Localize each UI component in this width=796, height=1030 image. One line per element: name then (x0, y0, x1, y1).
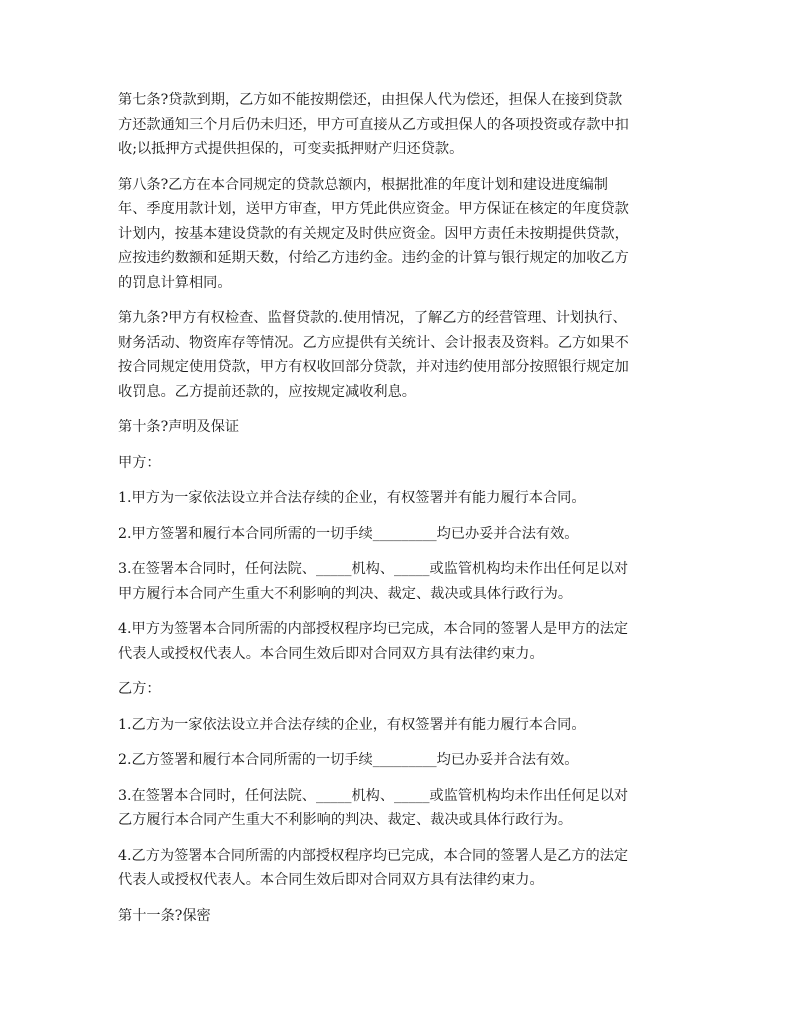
party-b-clause-4 (118, 844, 684, 893)
party-b-clause-3 (118, 784, 684, 833)
text-line: 4.甲方为签署本合同所需的内部授权程序均已完成，本合同的签署人是甲方的法定 (118, 621, 629, 637)
article-10-heading (118, 415, 684, 440)
text-line: 收罚息。乙方提前还款的，应按规定减收利息。 (118, 383, 416, 400)
text-line: 1.甲方为一家依法设立并合法存续的企业，有权签署并有能力履行本合同。 (118, 490, 586, 506)
text-line: 第十条?声明及保证 (118, 419, 240, 435)
text-line: 1.乙方为一家依法设立并合法存续的企业，有权签署并有能力履行本合同。 (118, 716, 586, 733)
text-line: 4.乙方为签署本合同所需的内部授权程序均已完成，本合同的签署人是乙方的法定 (118, 847, 629, 864)
text-line: 第七条?贷款到期，乙方如不能按期偿还，由担保人代为偿还，担保人在接到贷款 (118, 92, 623, 108)
text-line: 代表人或授权代表人。本合同生效后即对合同双方具有法律约束力。 (118, 872, 544, 888)
text-line: 第十一条?保密 (118, 907, 211, 924)
text-line: 代表人或授权代表人。本合同生效后即对合同双方具有法律约束力。 (118, 645, 544, 662)
text-line: 计划内，按基本建设贷款的有关规定及时供应资金。因甲方责任未按期提供贷款， (118, 225, 629, 242)
text-line: 2.甲方签署和履行本合同所需的一切手续_________均已办妥并合法有效。 (118, 525, 579, 542)
party-a-clause-3 (118, 557, 684, 606)
text-line: 第八条?乙方在本合同规定的贷款总额内，根据批准的年度计划和建设进度编制 (118, 176, 608, 193)
party-b-clause-1 (118, 713, 684, 738)
text-line: 甲方履行本合同产生重大不利影响的判决、裁定、裁决或具体行政行为。 (118, 585, 573, 602)
text-line: 方还款通知三个月后仍未归还，甲方可直接从乙方或担保人的各项投资或存款中扣 (118, 116, 629, 133)
party-a-clause-2 (118, 522, 684, 547)
party-a-clause-4 (118, 617, 684, 666)
text-line: 3.在签署本合同时，任何法院、_____机构、_____或监管机构均未作出任何足以对 (118, 561, 629, 577)
article-9 (118, 306, 684, 404)
text-line: 年、季度用款计划，送甲方审查，甲方凭此供应资金。甲方保证在核定的年度贷款 (118, 201, 629, 217)
text-line: 甲方： (118, 454, 161, 471)
party-b-heading (118, 677, 684, 702)
article-11-heading (118, 904, 684, 929)
party-a-clause-1 (118, 486, 684, 511)
text-line: 财务活动、物资库存等情况。乙方应提供有关统计、会计报表及资料。乙方如果不 (118, 334, 629, 351)
text-line: 收;以抵押方式提供担保的，可变卖抵押财产归还贷款。 (118, 141, 464, 157)
article-8 (118, 173, 684, 296)
article-7 (118, 88, 684, 162)
text-line: 应按违约数额和延期天数，付给乙方违约金。违约金的计算与银行规定的加收乙方 (118, 250, 629, 266)
text-line: 3.在签署本合同时，任何法院、_____机构、_____或监管机构均未作出任何足以对 (118, 787, 629, 804)
text-line: 乙方履行本合同产生重大不利影响的判决、裁定、裁决或具体行政行为。 (118, 812, 573, 828)
document-page (118, 88, 684, 939)
text-line: 2.乙方签署和履行本合同所需的一切手续_________均已办妥并合法有效。 (118, 752, 579, 768)
text-line: 按合同规定使用贷款，甲方有权收回部分贷款，并对违约使用部分按照银行规定加 (118, 359, 629, 375)
text-line: 第九条?甲方有权检查、监督贷款的.使用情况，了解乙方的经营管理、计划执行、 (118, 310, 627, 326)
party-a-heading (118, 451, 684, 476)
text-line: 乙方： (118, 681, 161, 697)
party-b-clause-2 (118, 748, 684, 773)
text-line: 的罚息计算相同。 (118, 274, 232, 291)
